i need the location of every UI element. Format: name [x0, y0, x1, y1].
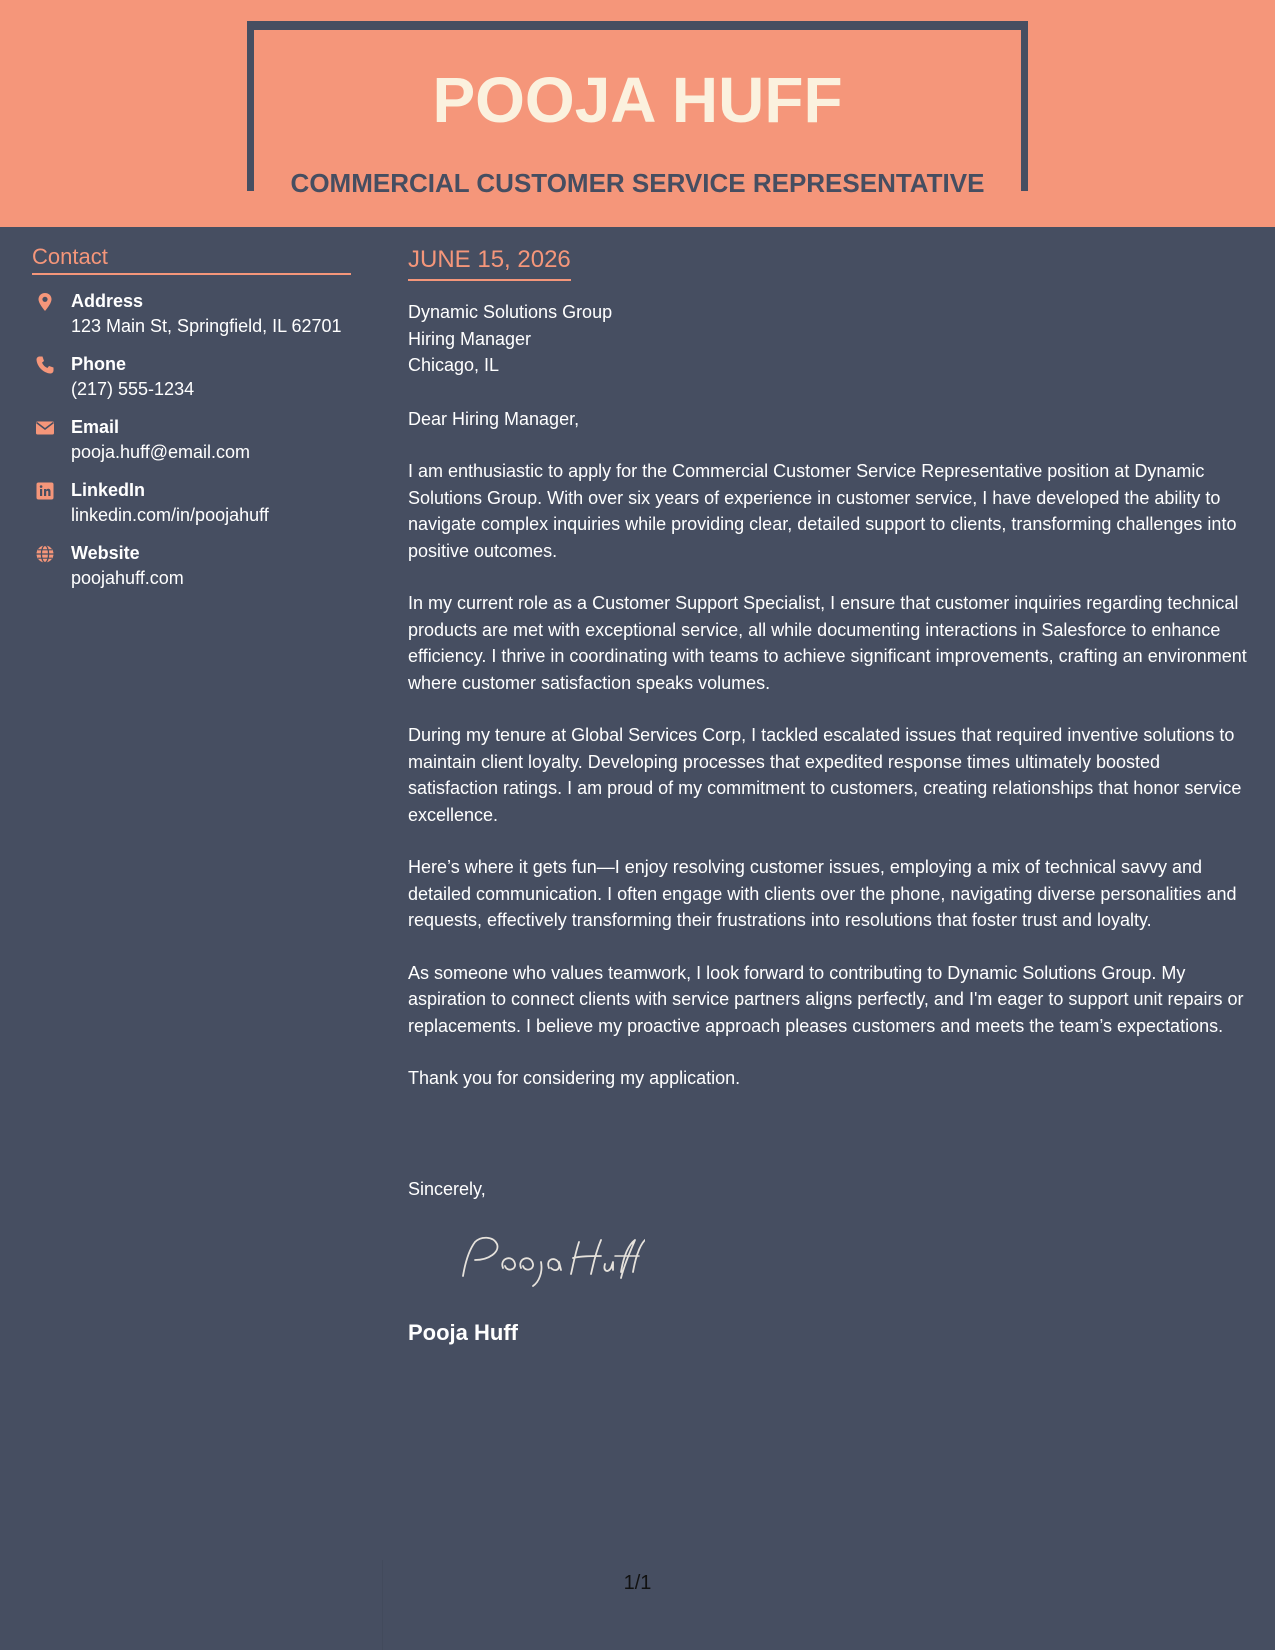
contact-label: Email — [71, 417, 120, 437]
applicant-name: POOJA HUFF — [432, 64, 843, 136]
contact-sidebar — [32, 243, 351, 604]
contact-item-email — [32, 415, 351, 478]
paragraph: As someone who values teamwork, I look forward to contributing to Dynamic Solutions Group. My aspiration to connect clients with service partners aligns perfectly, and I'm eager to support unit repairs or replacements. I believe my proactive approach pleases customers and meets the team’s expectations. — [408, 962, 1244, 1036]
contact-list — [32, 289, 351, 604]
salutation: Dear Hiring Manager, — [408, 408, 580, 429]
contact-item-address — [32, 289, 351, 352]
paragraph: Here’s where it gets fun—I enjoy resolving customer issues, employing a mix of technical savvy and detailed communication. I often engage with clients over the phone, navigating diverse personalities and requests, effectively transforming their frustrations into resolutions that foster trust and loyalty. — [408, 857, 1237, 930]
paragraph: Thank you for considering my application. — [408, 1068, 741, 1088]
linkedin-icon — [35, 481, 55, 501]
envelope-icon — [35, 418, 55, 438]
paragraph: I am enthusiastic to apply for the Commercial Customer Service Representative position at Dynamic Solutions Group. With over six years of experience in customer service, I have developed the ability to navigate complex inquiries while providing clear, detailed support to clients, transforming challenges into positive outcomes. — [408, 461, 1237, 561]
contact-value: linkedin.com/in/poojahuff — [71, 505, 269, 525]
letter-body — [408, 245, 1253, 1118]
paragraph: In my current role as a Customer Support Specialist, I ensure that customer inquiries regarding technical products are met with exceptional service, all while documenting interactions in Salesforce to enhance efficiency. I thrive in coordinating with teams to achieve significant improvements, crafting an environment where customer satisfaction speaks volumes. — [408, 593, 1247, 693]
paragraph: During my tenure at Global Services Corp, I tackled escalated issues that required inventive solutions to maintain client loyalty. Developing processes that expedited response times ultimately boosted satisfaction ratings. I am proud of my commitment to customers, creating relationships that honor service excellence. — [408, 725, 1242, 825]
contact-label: LinkedIn — [71, 480, 146, 500]
letter-date: JUNE 15, 2026 — [408, 245, 571, 281]
contact-item-phone — [32, 352, 351, 415]
map-pin-icon — [35, 292, 55, 312]
handwritten-signature — [445, 1228, 645, 1288]
contact-value: pooja.huff@email.com — [71, 442, 251, 462]
closing: Sincerely, — [408, 1179, 486, 1199]
contact-value: poojahuff.com — [71, 568, 184, 588]
contact-value: (217) 555-1234 — [71, 379, 195, 399]
signed-name: Pooja Huff — [408, 1320, 518, 1345]
page-number: 1/1 — [623, 1572, 652, 1594]
contact-value: 123 Main St, Springfield, IL 62701 — [71, 316, 342, 336]
recipient-company: Dynamic Solutions Group — [408, 302, 613, 322]
letter-text — [408, 406, 1253, 1092]
contact-item-linkedin — [32, 478, 351, 541]
contact-label: Phone — [71, 354, 127, 374]
globe-icon — [35, 544, 55, 564]
contact-item-website — [32, 541, 351, 604]
contact-label: Website — [71, 543, 140, 563]
recipient-location: Chicago, IL — [408, 355, 500, 375]
phone-icon — [35, 355, 55, 375]
recipient-title: Hiring Manager — [408, 328, 532, 349]
contact-label: Address — [71, 291, 144, 311]
job-title: COMMERCIAL CUSTOMER SERVICE REPRESENTATIVE — [270, 165, 1005, 201]
contact-heading: Contact — [32, 243, 351, 275]
recipient-block — [408, 299, 1253, 379]
